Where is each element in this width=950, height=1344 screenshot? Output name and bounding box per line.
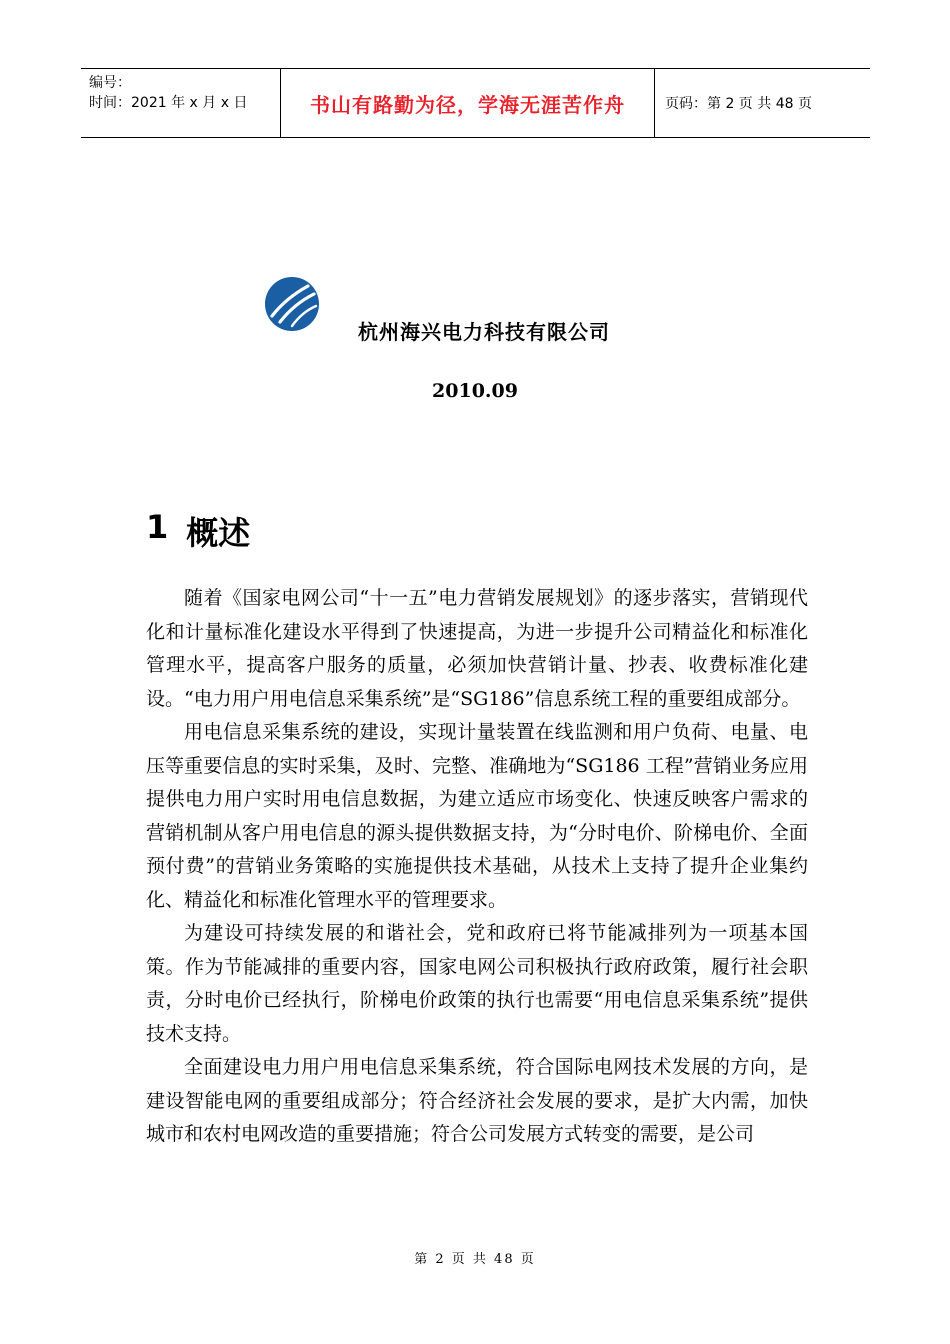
section-heading xyxy=(146,508,250,554)
paragraph: 用电信息采集系统的建设，实现计量装置在线监测和用户负荷、电量、电压等重要信息的实时采集，及时、完整、准确地为“SG186 工程”营销业务应用提供电力用户实时用电信息数据，为建立适应市场变化、快速反映客户需求的营销机制从客户用电信息的源头提供数据支持，为“分时电价、阶梯电价、全面预付费”的营销业务策略的实施提供技术基础，从技术上支持了提升企业集约化、精益化和标准化管理水平的管理要求。 xyxy=(146,721,808,911)
company-name: 杭州海兴电力科技有限公司 xyxy=(358,320,610,344)
document-date: 2010.09 xyxy=(432,380,518,402)
page-footer: 第 2 页 共 48 页 xyxy=(414,1252,536,1267)
paragraph: 全面建设电力用户用电信息采集系统，符合国际电网技术发展的方向，是建设智能电网的重要组成部分；符合经济社会发展的要求，是扩大内需，加快城市和农村电网改造的重要措施；符合公司发展方式转变的需要，是公司 xyxy=(146,1056,808,1145)
header-meta-cell xyxy=(81,69,281,137)
body-text xyxy=(146,582,808,1152)
section-title: 概述 xyxy=(186,514,251,552)
company-logo-icon xyxy=(264,276,320,332)
header-page-info: 页码：第 2 页 共 48 页 xyxy=(665,96,812,112)
header-motto: 书山有路勤为径，学海无涯苦作舟 xyxy=(281,69,655,137)
document-header xyxy=(81,68,870,138)
paragraph: 随着《国家电网公司“十一五”电力营销发展规划》的逐步落实，营销现代化和计量标准化建设水平得到了快速提高，为进一步提升公司精益化和标准化管理水平，提高客户服务的质量，必须加快营销计量、抄表、收费标准化建设。“电力用户用电信息采集系统”是“SG186”信息系统工程的重要组成部分。 xyxy=(146,587,808,710)
number-label: 编号： xyxy=(89,75,131,91)
time-label: 时间：2021 年 x 月 x 日 xyxy=(89,95,248,111)
section-number: 1 xyxy=(146,508,169,546)
paragraph: 为建设可持续发展的和谐社会，党和政府已将节能减排列为一项基本国策。作为节能减排的重要内容，国家电网公司积极执行政府政策，履行社会职责，分时电价已经执行，阶梯电价政策的执行也需要“用电信息采集系统”提供技术支持。 xyxy=(146,922,808,1045)
